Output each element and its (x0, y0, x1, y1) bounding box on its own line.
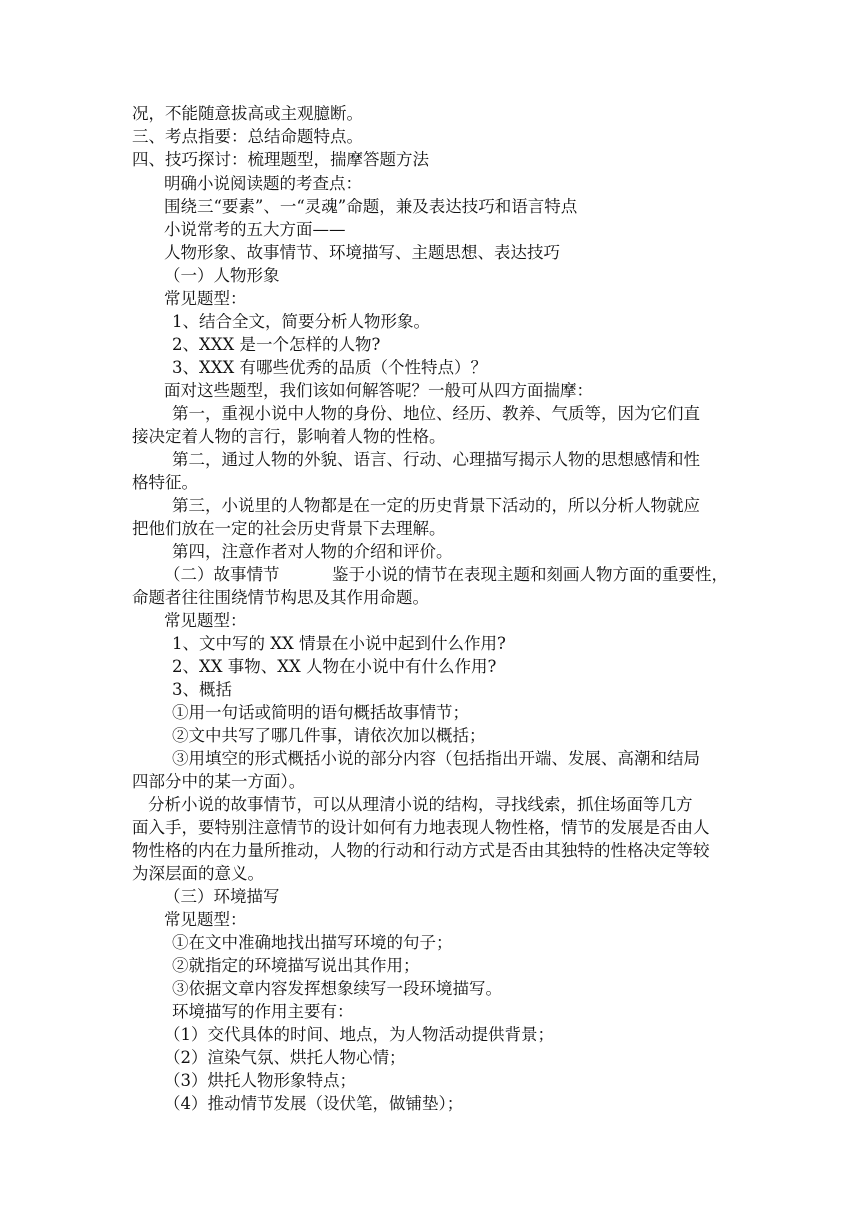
text-line: ②文中共写了哪几件事，请依次加以概括； (172, 726, 486, 745)
text-line: 面入手，要特别注意情节的设计如何有力地表现人物性格，情节的发展是否由人 (132, 818, 710, 837)
text-line: 2、XXX 是一个怎样的人物? (172, 335, 381, 354)
text-line: （1）交代具体的时间、地点，为人物活动提供背景； (164, 1025, 554, 1044)
text-line: 三、考点指要：总结命题特点。 (132, 127, 363, 146)
text-line: 常见题型： (164, 611, 247, 630)
text-line: ②就指定的环境描写说出其作用； (172, 956, 420, 975)
text-line: 面对这些题型，我们该如何解答呢？一般可从四方面揣摩： (164, 381, 593, 400)
text-line: 3、XXX 有哪些优秀的品质（个性特点）？ (172, 358, 487, 377)
text-line: 3、概括 (172, 680, 232, 699)
section-heading: （二）故事情节 鉴于小说的情节在表现主题和刻画人物方面的重要性， (164, 565, 728, 584)
text-line: 第二，通过人物的外貌、语言、行动、心理描写揭示人物的思想感情和性 (172, 450, 700, 469)
text-line: （3）烘托人物形象特点； (164, 1071, 356, 1090)
section-heading: （三）环境描写 (164, 887, 280, 906)
text-line: 接决定着人物的言行，影响着人物的性格。 (132, 427, 446, 446)
text-line: 小说常考的五大方面—— (164, 220, 346, 239)
text-line: 把他们放在一定的社会历史背景下去理解。 (132, 519, 446, 538)
text-line: 第三，小说里的人物都是在一定的历史背景下活动的，所以分析人物就应 (172, 496, 700, 515)
text-line: 格特征。 (132, 473, 198, 492)
text-line: （2）渲染气氛、烘托人物心情； (164, 1048, 406, 1067)
text-line: ③依据文章内容发挥想象续写一段环境描写。 (172, 979, 502, 998)
text-line: 围绕三“要素”、一“灵魂”命题，兼及表达技巧和语言特点 (164, 197, 578, 216)
text-line: 物性格的内在力量所推动，人物的行动和行动方式是否由其独特的性格决定等较 (132, 841, 710, 860)
text-line: 常见题型： (164, 910, 247, 929)
text-line: 人物形象、故事情节、环境描写、主题思想、表达技巧 (164, 243, 560, 262)
text-line: 分析小说的故事情节，可以从理清小说的结构，寻找线索，抓住场面等几方 (148, 795, 693, 814)
text-line: 2、XX 事物、XX 人物在小说中有什么作用? (172, 657, 497, 676)
text-line: 明确小说阅读题的考查点： (164, 174, 362, 193)
text-line: 第四，注意作者对人物的介绍和评价。 (172, 542, 453, 561)
text-line: 四、技巧探讨：梳理题型，揣摩答题方法 (132, 150, 429, 169)
text-line: 1、文中写的 XX 情景在小说中起到什么作用? (172, 634, 506, 653)
text-line: 环境描写的作用主要有： (172, 1002, 354, 1021)
text-line: ①用一句话或简明的语句概括故事情节； (172, 703, 469, 722)
text-line: 第一，重视小说中人物的身份、地位、经历、教养、气质等，因为它们直 (172, 404, 700, 423)
text-line: 况，不能随意拔高或主观臆断。 (132, 104, 363, 123)
section-heading: （一）人物形象 (164, 266, 280, 285)
text-line: ①在文中准确地找出描写环境的句子； (172, 933, 453, 952)
text-line: ③用填空的形式概括小说的部分内容（包括指出开端、发展、高潮和结局 (172, 749, 700, 768)
text-line: （4）推动情节发展（设伏笔，做铺垫）； (164, 1094, 464, 1113)
text-line: 四部分中的某一方面）。 (132, 772, 306, 791)
text-line: 命题者往往围绕情节构思及其作用命题。 (132, 588, 429, 607)
text-line: 常见题型： (164, 289, 247, 308)
text-line: 为深层面的意义。 (132, 864, 264, 883)
text-line: 1、结合全文，简要分析人物形象。 (172, 312, 430, 331)
